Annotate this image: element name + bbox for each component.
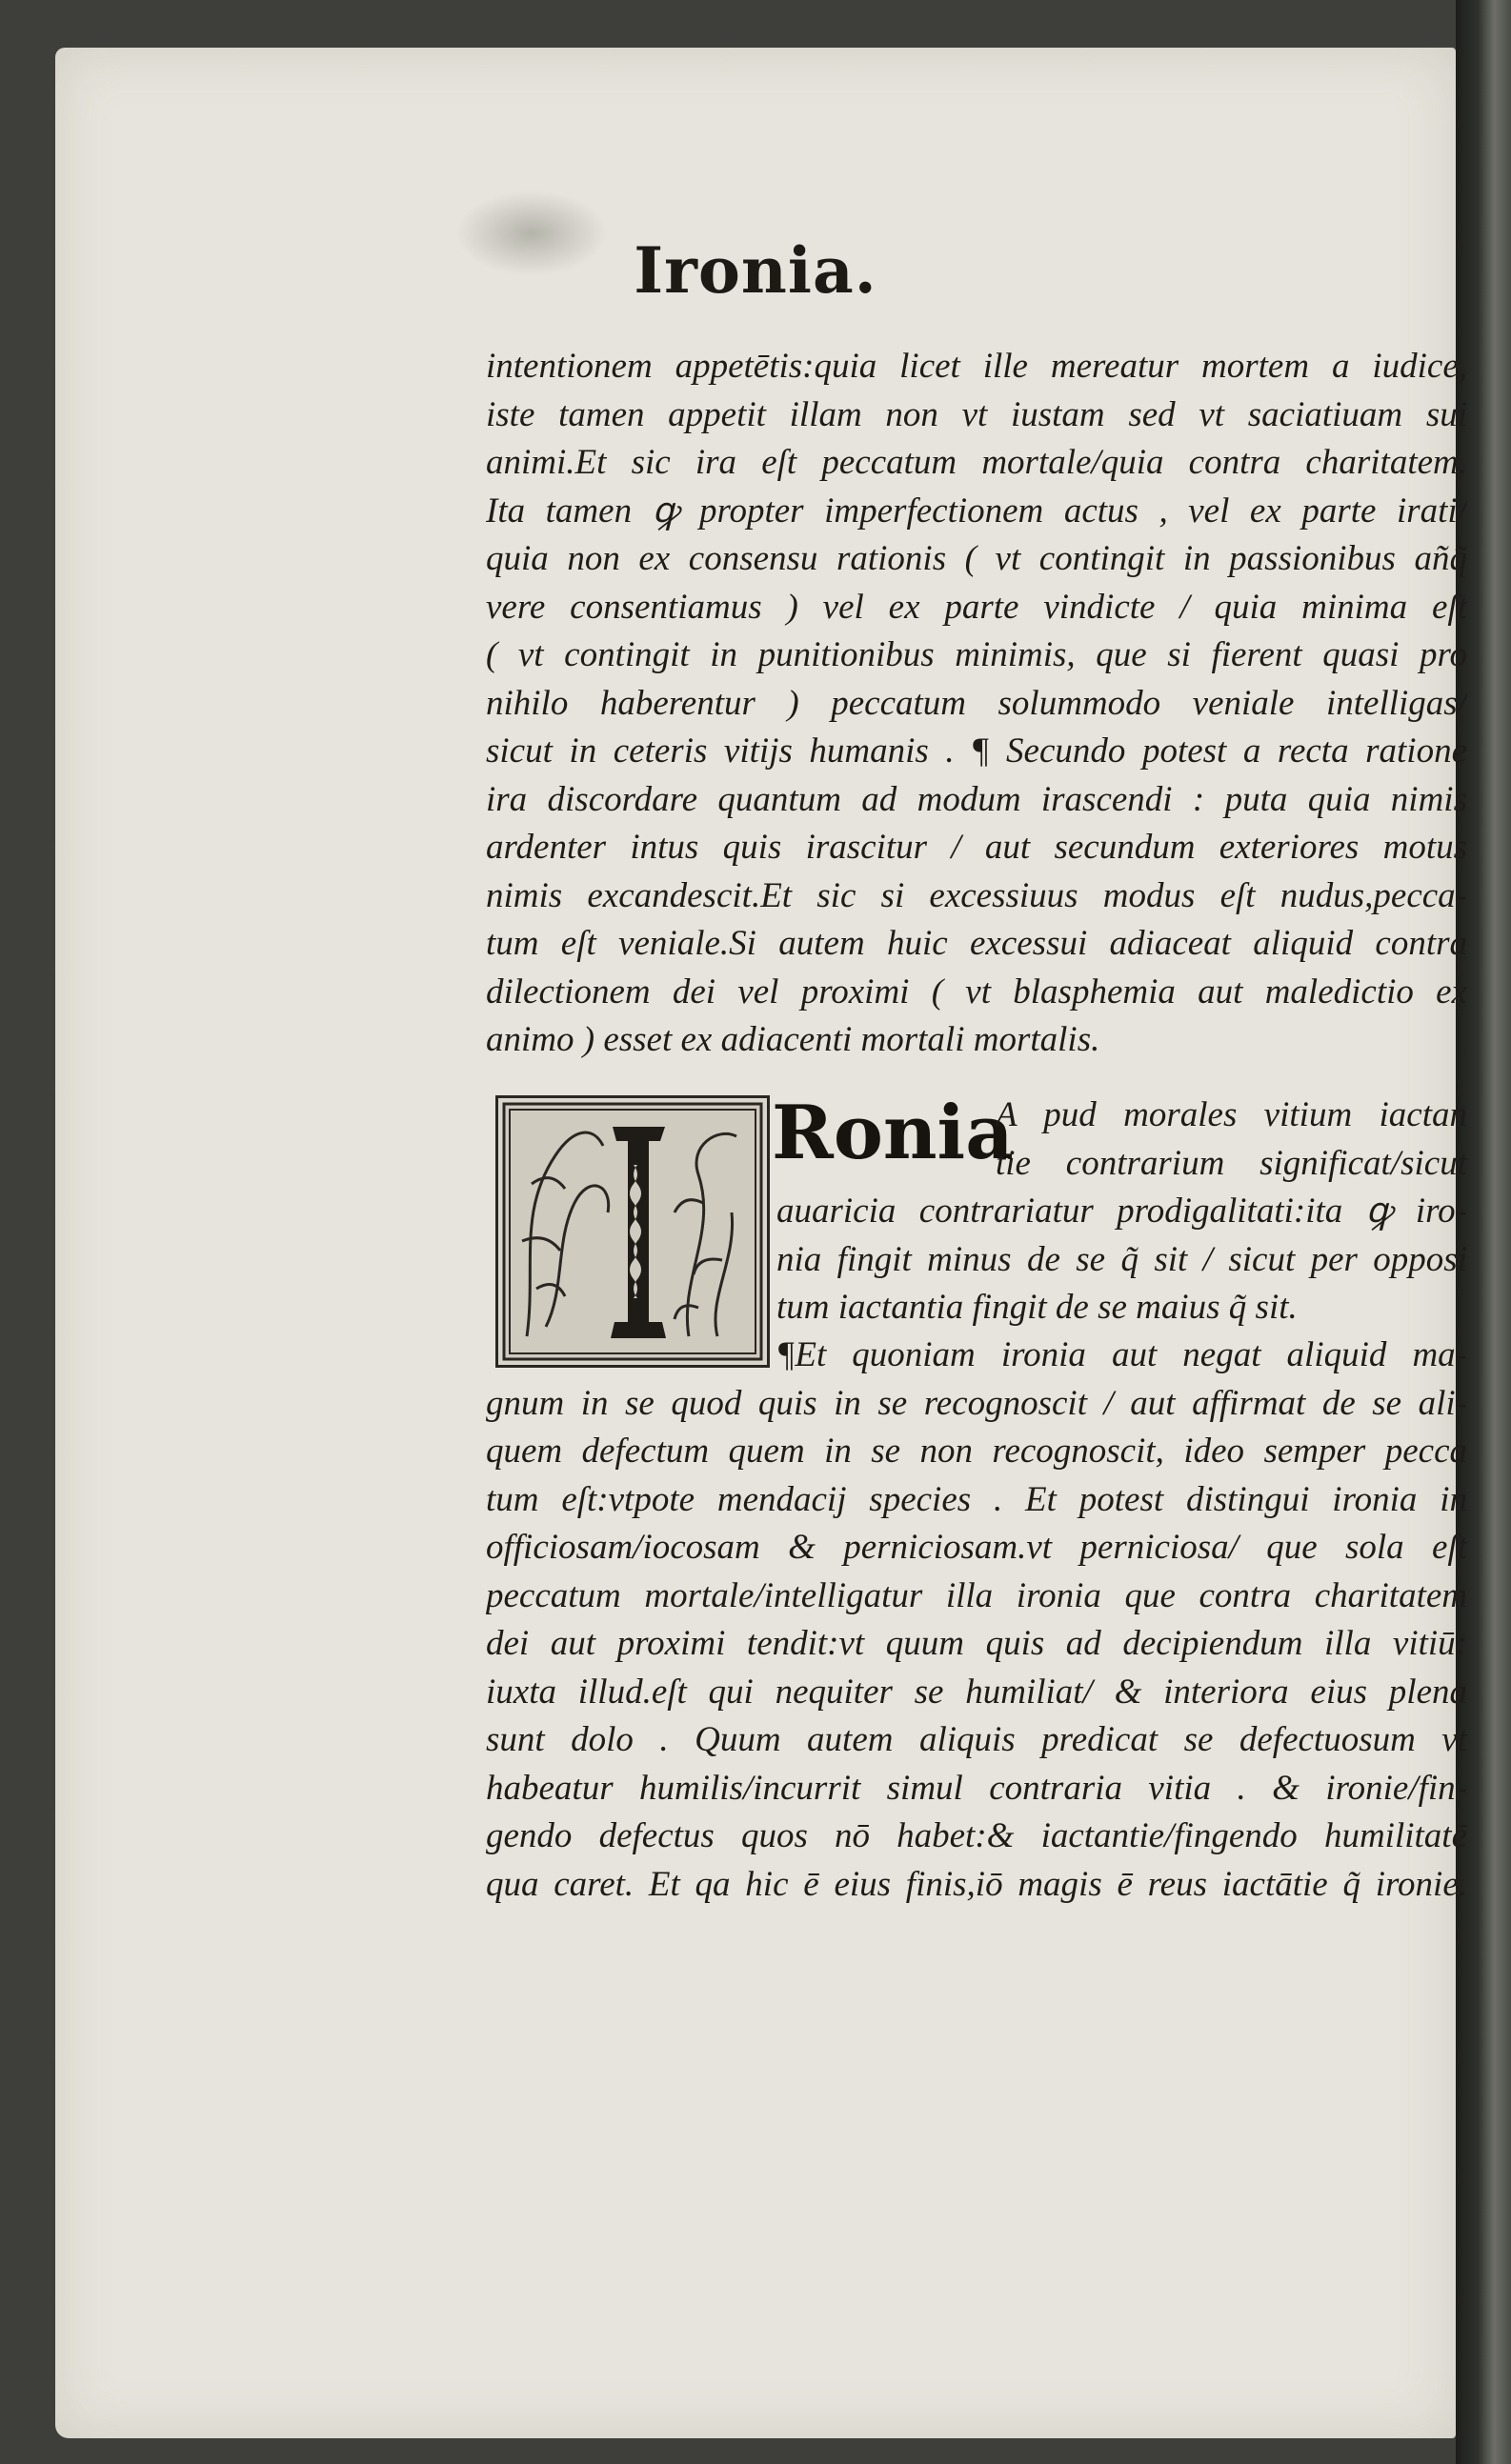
heading-word-ironia: Ronia (772, 1090, 1014, 1176)
text-line: dilectionem dei vel proximi ( vt blasphemia aut maledictio ex (486, 972, 1467, 1012)
text-line: tum eſt:vtpote mendacij species . Et potest distingui ironia in (486, 1479, 1467, 1519)
paragraph-beside-initial (776, 1092, 1467, 1332)
text-line: vere consentiamus ) vel ex parte vindicte / quia minima eſt (486, 587, 1467, 627)
text-line: ardenter intus quis irascitur / aut secundum exteriores motus (486, 828, 1467, 867)
paragraph-ira (486, 343, 1467, 1065)
text-line: tum iactantia fingit de se maius q̃ sit. (776, 1288, 1298, 1327)
text-line: quem defectum quem in se non recognoscit, ideo semper pecca (486, 1432, 1467, 1471)
text-line: qua caret. Et qa hic ē eius finis,iō magis ē reus iactātie q̃ ironie. (486, 1864, 1467, 1904)
text-line: A pud morales vitium iactan (996, 1095, 1467, 1134)
text-line: officiosam/iocosam & perniciosam.vt perniciosa/ que sola eſt (486, 1528, 1467, 1567)
text-line: nimis excandescit.Et sic si excessiuus modus eſt nudus,pecca- (486, 875, 1467, 915)
text-line: gendo defectus quos nō habet:& iactantie/fingendo humilitatē (486, 1816, 1467, 1855)
text-line: sunt dolo . Quum autem aliquis predicat se defectuosum vt (486, 1720, 1467, 1759)
text-line: animo ) esset ex adiacenti mortali mortalis. (486, 1020, 1100, 1059)
text-line: habeatur humilis/incurrit simul contraria vitia . & ironie/fin- (486, 1768, 1467, 1808)
text-line: auaricia contrariatur prodigalitati:ita ꝙ iro- (776, 1192, 1467, 1231)
text-line: nia fingit minus de se q̃ sit / sicut per opposi (776, 1239, 1467, 1279)
text-line: ira discordare quantum ad modum irascendi : puta quia nimis (486, 779, 1467, 819)
text-line: ( vt contingit in punitionibus minimis, que si fierent quasi pro (486, 635, 1467, 674)
text-line: dei aut proximi tendit:vt quum quis ad decipiendum illa vitiū: (486, 1624, 1467, 1663)
woodcut-initial-art (498, 1098, 767, 1365)
text-line: intentionem appetētis:quia licet ille mereatur mortem a iudice, (486, 347, 1467, 386)
text-line: sicut in ceteris vitijs humanis . ¶ Secundo potest a recta ratione (486, 731, 1467, 771)
text-line: animi.Et sic ira eſt peccatum mortale/quia contra charitatem. (486, 443, 1467, 482)
running-head: Ironia. (634, 233, 877, 308)
text-line: quia non ex consensu rationis ( vt contingit in passionibus añq̃ (486, 539, 1467, 578)
text-line: iuxta illud.eſt qui nequiter se humiliat/ & interiora eius plena (486, 1672, 1467, 1712)
text-line: tum eſt veniale.Si autem huic excessui adiaceat aliquid contra (486, 924, 1467, 963)
text-line: peccatum mortale/intelligatur illa ironia que contra charitatem (486, 1575, 1467, 1615)
text-line: tie contrarium significat/sicut (996, 1143, 1467, 1183)
paragraph-ironia (486, 1332, 1467, 1909)
text-line: nihilo haberentur ) peccatum solummodo veniale intelligas/ (486, 683, 1467, 723)
text-line: gnum in se quod quis in se recognoscit / aut affirmat de se ali- (486, 1383, 1467, 1423)
woodcut-initial (495, 1095, 770, 1368)
text-line: ¶Et quoniam ironia aut negat aliquid ma- (776, 1335, 1467, 1374)
text-line: Ita tamen ꝙ propter imperfectionem actus , vel ex parte irati/ (486, 491, 1467, 531)
text-line: iste tamen appetit illam non vt iustam sed vt saciatiuam sui (486, 394, 1467, 434)
